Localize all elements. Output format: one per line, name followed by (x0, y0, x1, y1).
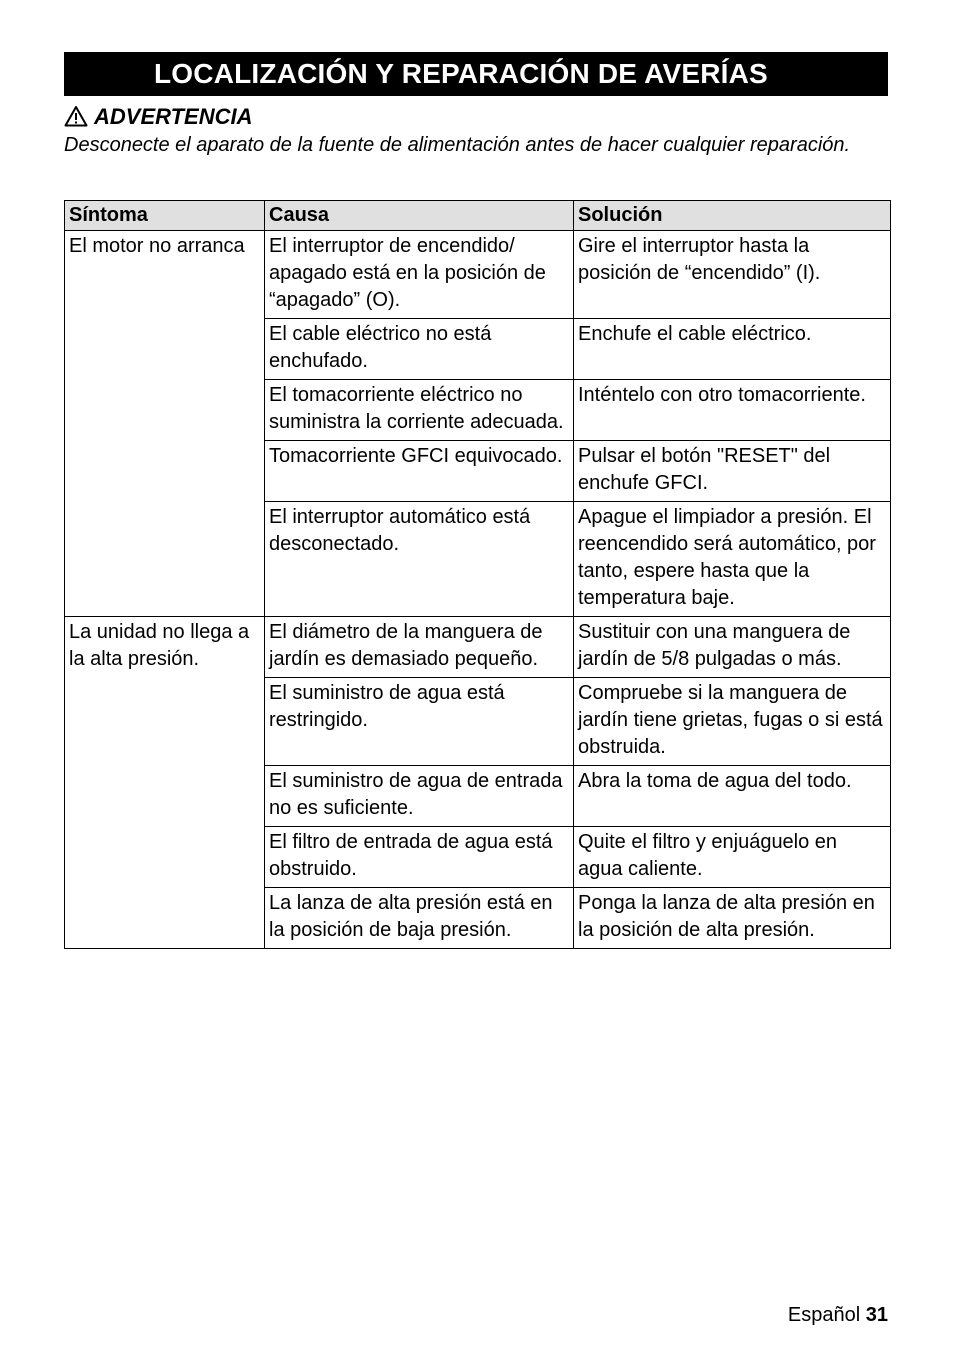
table-row (65, 617, 891, 678)
cause-cell: El filtro de entrada de agua está obstruido. (265, 827, 574, 888)
header-symptom: Síntoma (65, 201, 265, 231)
cause-cell: El suministro de agua de entrada no es suficiente. (265, 766, 574, 827)
header-cause: Causa (265, 201, 574, 231)
cause-cell: El diámetro de la manguera de jardín es demasiado pequeño. (265, 617, 574, 678)
table-header-row (65, 201, 891, 231)
cause-cell: El tomacorriente eléctrico no suministra la corriente adecuada. (265, 380, 574, 441)
page-number: 31 (865, 1304, 888, 1326)
symptom-cell: El motor no arranca (65, 231, 265, 617)
cause-cell: El suministro de agua está restringido. (265, 678, 574, 766)
solution-cell: Compruebe si la manguera de jardín tiene grietas, fugas o si está obstruida. (574, 678, 891, 766)
symptom-cell: La unidad no llega a la alta presión. (65, 617, 265, 949)
solution-cell: Ponga la lanza de alta presión en la posición de alta presión. (574, 888, 891, 949)
cause-cell: La lanza de alta presión está en la posición de baja presión. (265, 888, 574, 949)
page-footer (788, 1302, 888, 1328)
troubleshooting-table (64, 200, 891, 949)
solution-cell: Apague el limpiador a presión. El reencendido será automático, por tanto, espere hasta que la temperatura baje. (574, 502, 891, 617)
solution-cell: Abra la toma de agua del todo. (574, 766, 891, 827)
warning-text: Desconecte el aparato de la fuente de alimentación antes de hacer cualquier reparación. (64, 134, 851, 156)
solution-cell: Quite el filtro y enjuáguelo en agua caliente. (574, 827, 891, 888)
table-row (65, 231, 891, 319)
solution-cell: Inténtelo con otro tomacorriente. (574, 380, 891, 441)
page-title: LOCALIZACIÓN Y REPARACIÓN DE AVERÍAS (64, 52, 888, 96)
solution-cell: Sustituir con una manguera de jardín de 5/8 pulgadas o más. (574, 617, 891, 678)
footer-language: Español (787, 1304, 861, 1326)
header-solution: Solución (574, 201, 891, 231)
solution-cell: Gire el interruptor hasta la posición de “encendido” (I). (574, 231, 891, 319)
solution-cell: Pulsar el botón "RESET" del enchufe GFCI. (574, 441, 891, 502)
cause-cell: Tomacorriente GFCI equivocado. (265, 441, 574, 502)
warning-heading (64, 102, 253, 132)
cause-cell: El interruptor automático está desconectado. (265, 502, 574, 617)
cause-cell: El cable eléctrico no está enchufado. (265, 319, 574, 380)
warning-triangle-icon (64, 105, 88, 127)
solution-cell: Enchufe el cable eléctrico. (574, 319, 891, 380)
warning-heading-label: ADVERTENCIA (94, 104, 253, 129)
cause-cell: El interruptor de encendido/ apagado está en la posición de “apagado” (O). (265, 231, 574, 319)
